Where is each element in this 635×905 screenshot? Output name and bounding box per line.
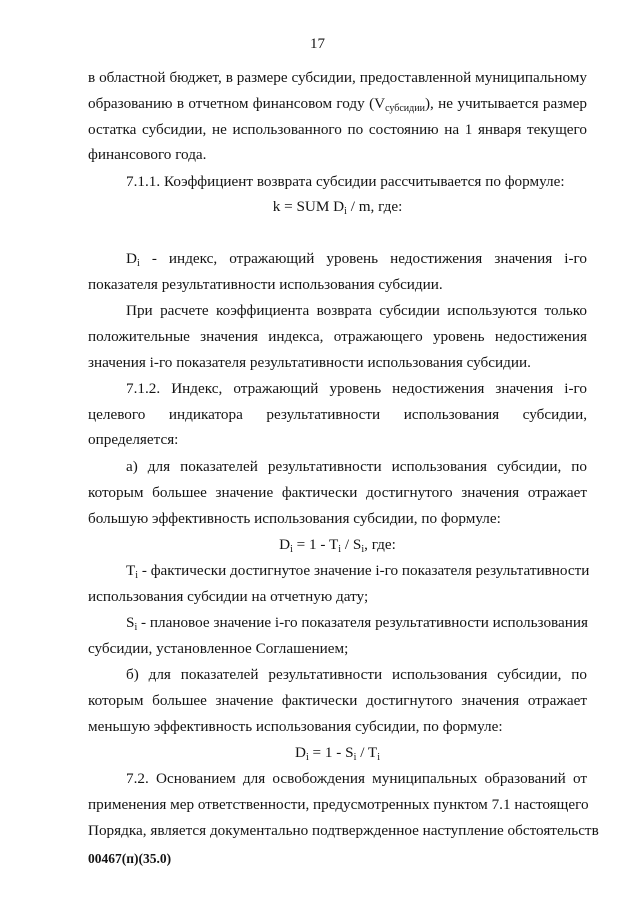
text-line: образованию в отчетном финансовом году $(V_{субсидии})$, не учитывается размер — [88, 95, 587, 114]
text-line: положительные значения индекса, отражающего уровень недостижения — [88, 328, 587, 345]
document-code: 00467(п)(35.0) — [88, 851, 172, 866]
text-line: которым большее значение фактически достигнутого значения отражает — [88, 692, 587, 709]
paragraph-heading: 7.2. Основанием для освобождения муниципальных образований от — [126, 770, 587, 787]
paragraph-heading: 7.1.1. Коэффициент возврата субсидии рассчитывается по формуле: — [126, 173, 565, 190]
text-line: финансового года. — [88, 146, 207, 163]
formula: $D_i = 1 - S_i / T_i$ — [295, 744, 380, 763]
text-line: которым большее значение фактически достигнутого значения отражает — [88, 484, 587, 501]
text-line: целевого индикатора результативности использования субсидии, — [88, 406, 587, 423]
text-line: использования субсидии на отчетную дату; — [88, 588, 369, 605]
text-line: показателя результативности использования субсидии. — [88, 276, 443, 293]
text-line: значения i-го показателя результативности использования субсидии. — [88, 354, 531, 371]
text-line: остатка субсидии, не использованного по состоянию на 1 января текущего — [88, 121, 587, 138]
formula: k = SUM $D_i$ / m, где: — [272, 198, 403, 217]
paragraph-heading: 7.1.2. Индекс, отражающий уровень недостижения значения i-го — [126, 380, 587, 397]
text-line: субсидии, установленное Соглашением; — [88, 640, 349, 657]
text-line: меньшую эффективность использования субсидии, по формуле: — [88, 718, 503, 735]
text-line: а) для показателей результативности использования субсидии, по — [126, 458, 587, 475]
text-line: $S_i$ - плановое значение i-го показателя результативности использования — [126, 614, 588, 633]
text-line: б) для показателей результативности использования субсидии, по — [126, 666, 587, 683]
text-line: $T_i$ - фактически достигнутое значение i-го показателя результативности — [126, 562, 590, 581]
text-line: Порядка, является документально подтвержденное наступление обстоятельств — [88, 822, 599, 839]
page-number: 17 — [310, 36, 325, 52]
text-line: большую эффективность использования субсидии, по формуле: — [88, 510, 501, 527]
text-line: в областной бюджет, в размере субсидии, предоставленной муниципальному — [88, 69, 587, 86]
text-line: применения мер ответственности, предусмотренных пунктом 7.1 настоящего — [88, 796, 589, 813]
text-line: $D_i$ - индекс, отражающий уровень недостижения значения i-го — [126, 250, 587, 269]
formula: $D_i = 1 - T_i / S_i$, где: — [279, 536, 396, 555]
text-line: При расчете коэффициента возврата субсидии используются только — [126, 302, 587, 319]
text-line: определяется: — [88, 431, 179, 448]
